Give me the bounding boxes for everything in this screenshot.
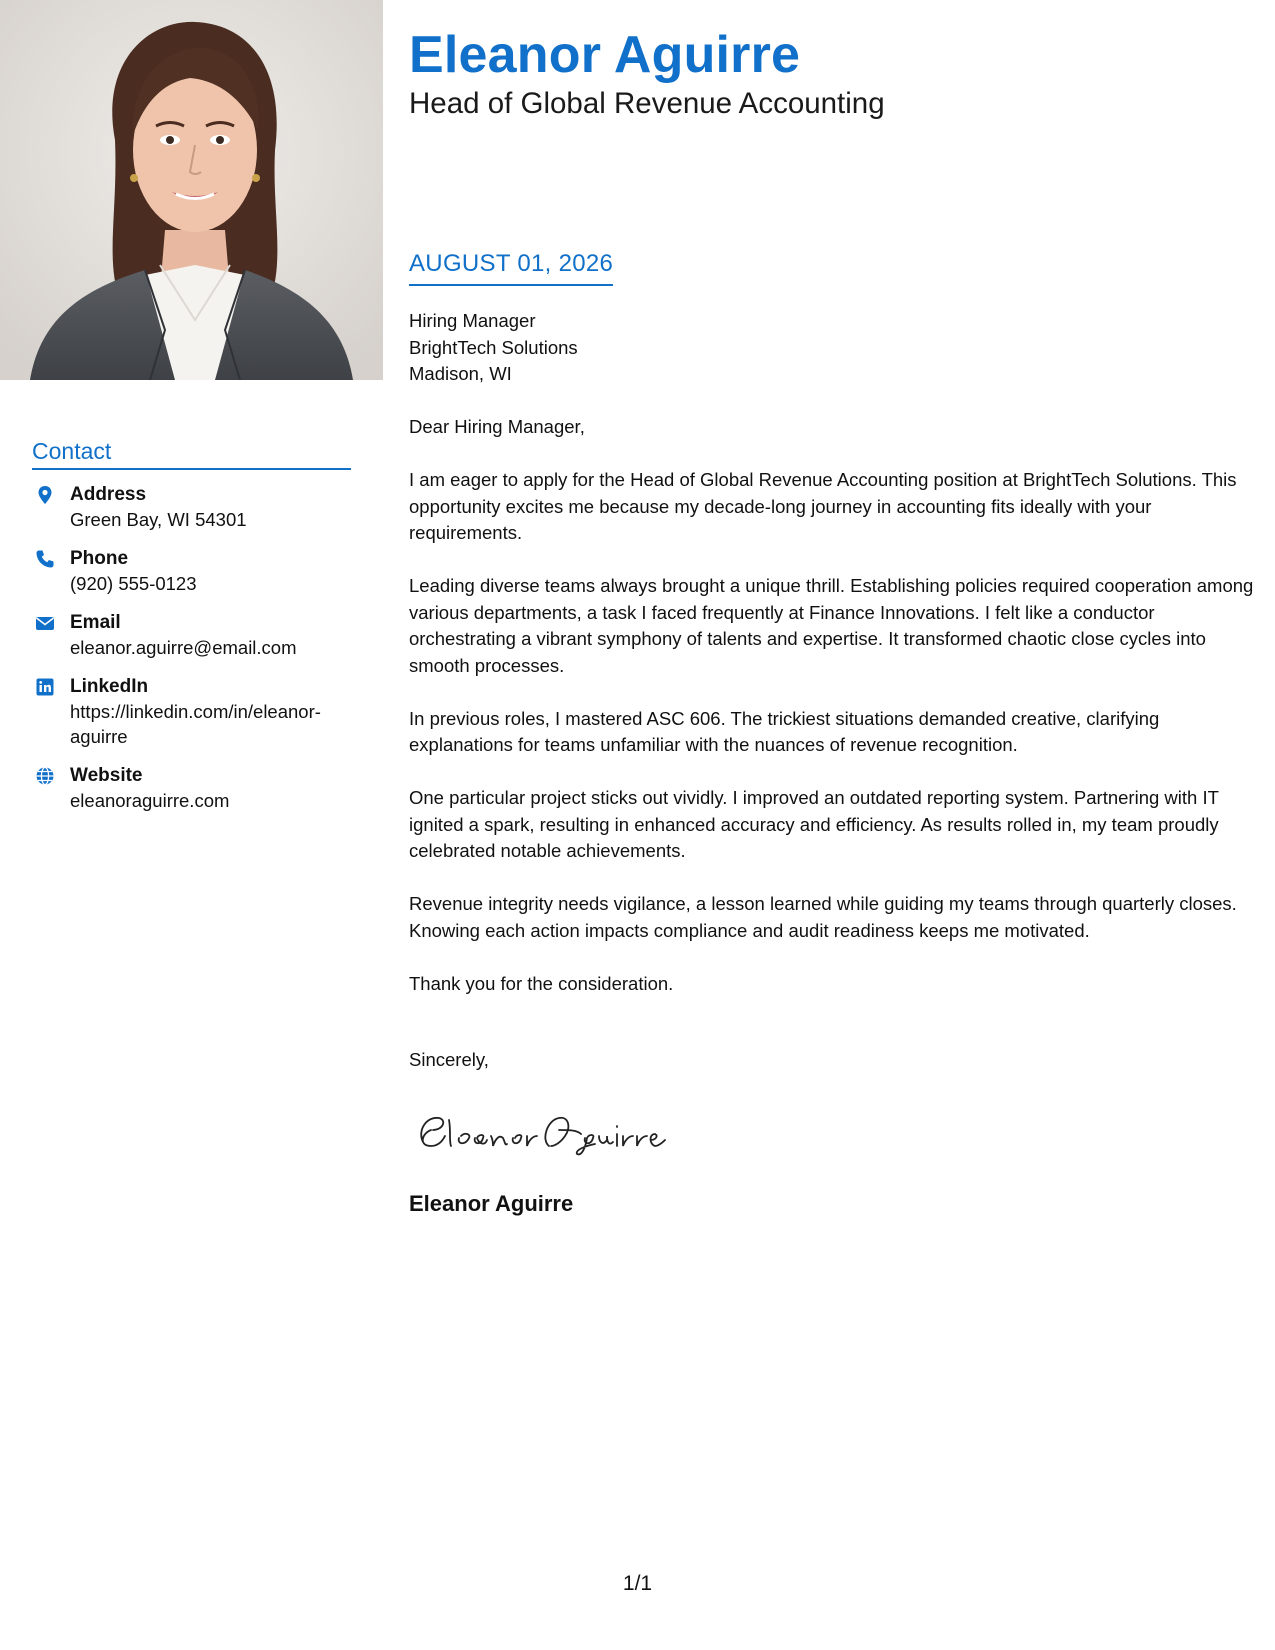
contact-item-phone	[32, 546, 352, 596]
letter-header	[409, 24, 1255, 122]
signer-name: Eleanor Aguirre	[409, 1191, 574, 1216]
recipient-block	[409, 308, 578, 388]
contact-value[interactable]: eleanoraguirre.com	[70, 790, 230, 811]
contact-list	[32, 482, 352, 813]
contact-item-website	[32, 763, 352, 813]
page-indicator: 1/1	[622, 1572, 653, 1595]
contact-label: LinkedIn	[70, 676, 149, 697]
phone-icon	[35, 549, 55, 569]
recipient-line: BrightTech Solutions	[409, 336, 578, 358]
portrait-illustration	[0, 0, 383, 380]
letter-paragraph: I am eager to apply for the Head of Global Revenue Accounting position at BrightTech Solutions. This opportunity excites me because my decade-long journey in accounting fits ideally with your requirements.	[409, 469, 1237, 543]
contact-item-email	[32, 610, 352, 660]
handwritten-signature	[409, 1100, 669, 1160]
contact-item-linkedin	[32, 674, 352, 749]
letter-paragraph: Thank you for the consideration.	[409, 972, 674, 994]
applicant-name: Eleanor Aguirre	[409, 26, 801, 84]
contact-value: (920) 555-0123	[70, 573, 197, 594]
contact-value: eleanor.aguirre@email.com	[70, 637, 297, 658]
contact-sidebar	[32, 438, 352, 827]
profile-photo	[0, 0, 383, 380]
salutation: Dear Hiring Manager,	[409, 416, 585, 437]
linkedin-icon	[35, 677, 55, 697]
signature-scribble	[409, 1100, 669, 1160]
letter-paragraph: Revenue integrity needs vigilance, a lesson learned while guiding my teams through quarterly closes. Knowing each action impacts compliance and audit readiness keeps me motivated.	[409, 893, 1237, 941]
contact-value[interactable]: https://linkedin.com/in/eleanor-aguirre	[70, 701, 321, 747]
letter-body	[409, 414, 1255, 1024]
letter-paragraph: One particular project sticks out vividly. I improved an outdated reporting system. Partnering with IT ignited a spark, resulting in enhanced accuracy and efficiency. As results rolled in, my team proudly celebrated notable achievements.	[409, 787, 1219, 861]
contact-value: Green Bay, WI 54301	[70, 509, 247, 530]
letter-paragraph: Leading diverse teams always brought a unique thrill. Establishing policies required cooperation among various departments, a task I faced frequently at Finance Innovations. I felt like a conductor orchestrating a vibrant symphony of talents and expertise. It transformed chaotic close cycles into smooth processes.	[409, 575, 1254, 676]
email-icon	[35, 613, 55, 633]
applicant-title: Head of Global Revenue Accounting	[409, 87, 885, 120]
letter-date: AUGUST 01, 2026	[409, 250, 613, 286]
contact-label: Website	[70, 765, 143, 786]
contact-item-address	[32, 482, 352, 532]
closing: Sincerely,	[409, 1049, 489, 1070]
contact-label: Address	[70, 484, 147, 505]
contact-label: Email	[70, 612, 121, 633]
contact-label: Phone	[70, 548, 129, 569]
letter-paragraph: In previous roles, I mastered ASC 606. The trickiest situations demanded creative, clarifying explanations for teams unfamiliar with the nuances of revenue recognition.	[409, 707, 1160, 755]
recipient-line: Hiring Manager	[409, 310, 536, 331]
contact-heading: Contact	[32, 438, 351, 470]
globe-icon	[35, 766, 55, 786]
recipient-line: Madison, WI	[409, 363, 512, 384]
location-pin-icon	[35, 485, 55, 505]
letter-date-block	[409, 250, 613, 286]
